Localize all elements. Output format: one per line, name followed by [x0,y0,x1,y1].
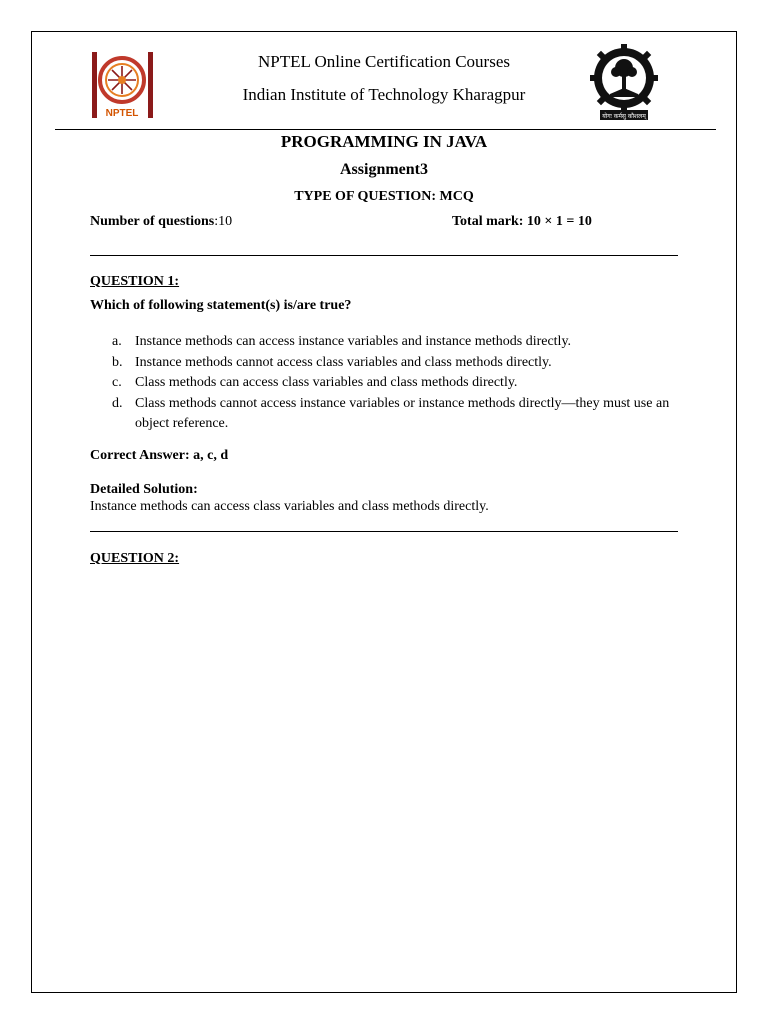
question-type: TYPE OF QUESTION: MCQ [294,189,474,204]
number-of-questions-label: Number of questions [90,214,215,229]
nptel-logo-text: NPTEL [105,108,139,119]
assignment-title: PROGRAMMING IN JAVA [280,132,488,151]
header-institute-name: Indian Institute of Technology Kharagpur [242,85,526,104]
option-c [112,373,682,394]
option-text: Class methods cannot access instance variables or instance methods directly—they must use an object reference. [135,395,670,431]
detailed-solution-text: Instance methods can access class variables and class methods directly. [90,499,489,514]
option-letter: c. [112,375,122,390]
nptel-logo [90,50,158,122]
option-a [112,332,682,353]
option-text: Instance methods can access instance variables and instance methods directly. [135,334,572,349]
option-text: Instance methods cannot access class variables and class methods directly. [135,354,552,370]
detailed-solution-heading: Detailed Solution: [90,482,198,497]
header-course-name: NPTEL Online Certification Courses [258,52,510,71]
option-d [112,394,682,435]
number-of-questions-value: :10 [214,214,233,229]
option-letter: d. [112,395,123,411]
question-1-options [112,332,682,435]
correct-answer: Correct Answer: a, c, d [90,448,229,463]
assignment-subtitle: Assignment3 [339,161,428,178]
option-letter: a. [112,334,122,349]
option-letter: b. [112,354,123,370]
section-divider-1 [90,255,678,256]
header-divider [55,129,716,130]
question-1-text: Which of following statement(s) is/are true? [90,298,352,313]
number-of-questions [90,214,232,230]
option-text: Class methods can access class variables and class methods directly. [135,375,518,390]
total-mark: Total mark: 10 × 1 = 10 [452,214,592,229]
section-divider-2 [90,531,678,532]
question-1-heading: QUESTION 1: [90,274,180,289]
option-b [112,353,682,374]
question-2-heading: QUESTION 2: [90,551,180,566]
iit-kgp-motto: योगः कर्मसु कौशलम् [602,113,646,120]
